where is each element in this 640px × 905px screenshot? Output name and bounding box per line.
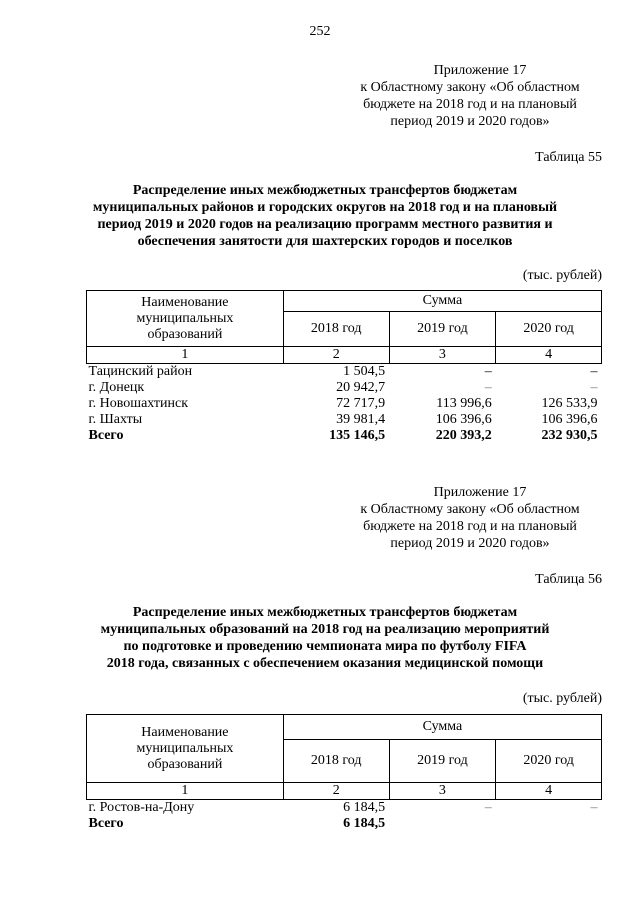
total-2020 (496, 816, 602, 832)
heading-line: муниципальных районов и городских округов на 2018 год и на плановый (92, 200, 558, 215)
appendix-title: Приложение 17 (433, 63, 527, 78)
value-2018: 20 942,7 (336, 380, 386, 395)
value-2020: – (590, 800, 598, 815)
column-header-sum: Сумма (283, 715, 601, 740)
appendix-note-56 (330, 484, 610, 552)
column-header-2019: 2019 год (389, 312, 496, 347)
total-2018: 135 146,5 (329, 428, 386, 443)
appendix-note-55 (330, 62, 610, 130)
row-name: г. Донецк (88, 380, 145, 395)
row-name: г. Новошахтинск (88, 396, 189, 411)
appendix-line: бюджете на 2018 год и на плановый (363, 97, 577, 112)
total-label: Всего (88, 428, 124, 443)
column-number: 2 (283, 347, 389, 364)
value-2018: 39 981,4 (336, 412, 386, 427)
total-2019: 220 393,2 (435, 428, 492, 443)
total-2018: 6 184,5 (343, 816, 386, 831)
value-2019: 106 396,6 (435, 412, 492, 427)
appendix-line: период 2019 и 2020 годов» (390, 536, 550, 551)
heading-line: обеспечения занятости для шахтерских городов и поселков (137, 234, 513, 249)
units-label: (тыс. рублей) (522, 268, 602, 283)
appendix-line: к Областному закону «Об областном (360, 80, 580, 95)
table-row (87, 412, 602, 428)
row-name: Тацинский район (88, 364, 193, 379)
column-header-sum: Сумма (283, 291, 601, 312)
column-number: 1 (87, 783, 284, 800)
units-label: (тыс. рублей) (522, 691, 602, 706)
table-row (87, 364, 602, 381)
column-header-2020: 2020 год (496, 740, 602, 783)
total-row (87, 816, 602, 832)
value-2018: 6 184,5 (343, 800, 386, 815)
column-header-2020: 2020 год (496, 312, 602, 347)
column-number: 3 (389, 783, 496, 800)
page-number: 252 (309, 24, 331, 39)
heading-line: Распределение иных межбюджетных трансфертов бюджетам (132, 183, 518, 198)
value-2018: 1 504,5 (343, 364, 386, 379)
table-55 (86, 290, 602, 444)
column-header-name: Наименование муниципальных образований (87, 291, 284, 347)
total-row (87, 428, 602, 444)
column-header-2018: 2018 год (283, 740, 389, 783)
value-2019: – (484, 800, 492, 815)
total-2019 (389, 816, 496, 832)
heading-line: муниципальных образований на 2018 год на реализацию мероприятий (100, 622, 550, 637)
column-number: 4 (496, 783, 602, 800)
appendix-line: период 2019 и 2020 годов» (390, 114, 550, 129)
value-2020: – (590, 364, 598, 379)
column-number: 3 (389, 347, 496, 364)
row-name: г. Ростов-на-Дону (88, 800, 195, 815)
value-2020: 126 533,9 (541, 396, 598, 411)
table-heading-56 (70, 604, 580, 672)
total-label: Всего (88, 816, 124, 831)
row-name: г. Шахты (88, 412, 143, 427)
value-2020: – (590, 380, 598, 395)
column-header-name: Наименование муниципальных образований (87, 715, 284, 783)
value-2019: – (484, 364, 492, 379)
column-header-2019: 2019 год (389, 740, 496, 783)
table-row (87, 800, 602, 817)
heading-line: период 2019 и 2020 годов на реализацию программ местного развития и (97, 217, 553, 232)
table-heading-55 (70, 182, 580, 250)
heading-line: 2018 года, связанных с обеспечением оказания медицинской помощи (106, 656, 544, 671)
value-2020: 106 396,6 (541, 412, 598, 427)
total-2020: 232 930,5 (541, 428, 598, 443)
table-row (87, 396, 602, 412)
column-header-2018: 2018 год (283, 312, 389, 347)
heading-line: Распределение иных межбюджетных трансфертов бюджетам (132, 605, 518, 620)
appendix-line: к Областному закону «Об областном (360, 502, 580, 517)
column-number: 4 (496, 347, 602, 364)
table-label-55: Таблица 55 (535, 150, 602, 165)
appendix-line: бюджете на 2018 год и на плановый (363, 519, 577, 534)
table-56 (86, 714, 602, 832)
value-2019: – (484, 380, 492, 395)
value-2019: 113 996,6 (436, 396, 492, 411)
column-number: 2 (283, 783, 389, 800)
column-number: 1 (87, 347, 284, 364)
heading-line: по подготовке и проведению чемпионата мира по футболу FIFA (123, 639, 527, 654)
table-label-56: Таблица 56 (535, 572, 602, 587)
table-row (87, 380, 602, 396)
value-2018: 72 717,9 (336, 396, 386, 411)
appendix-title: Приложение 17 (433, 485, 527, 500)
